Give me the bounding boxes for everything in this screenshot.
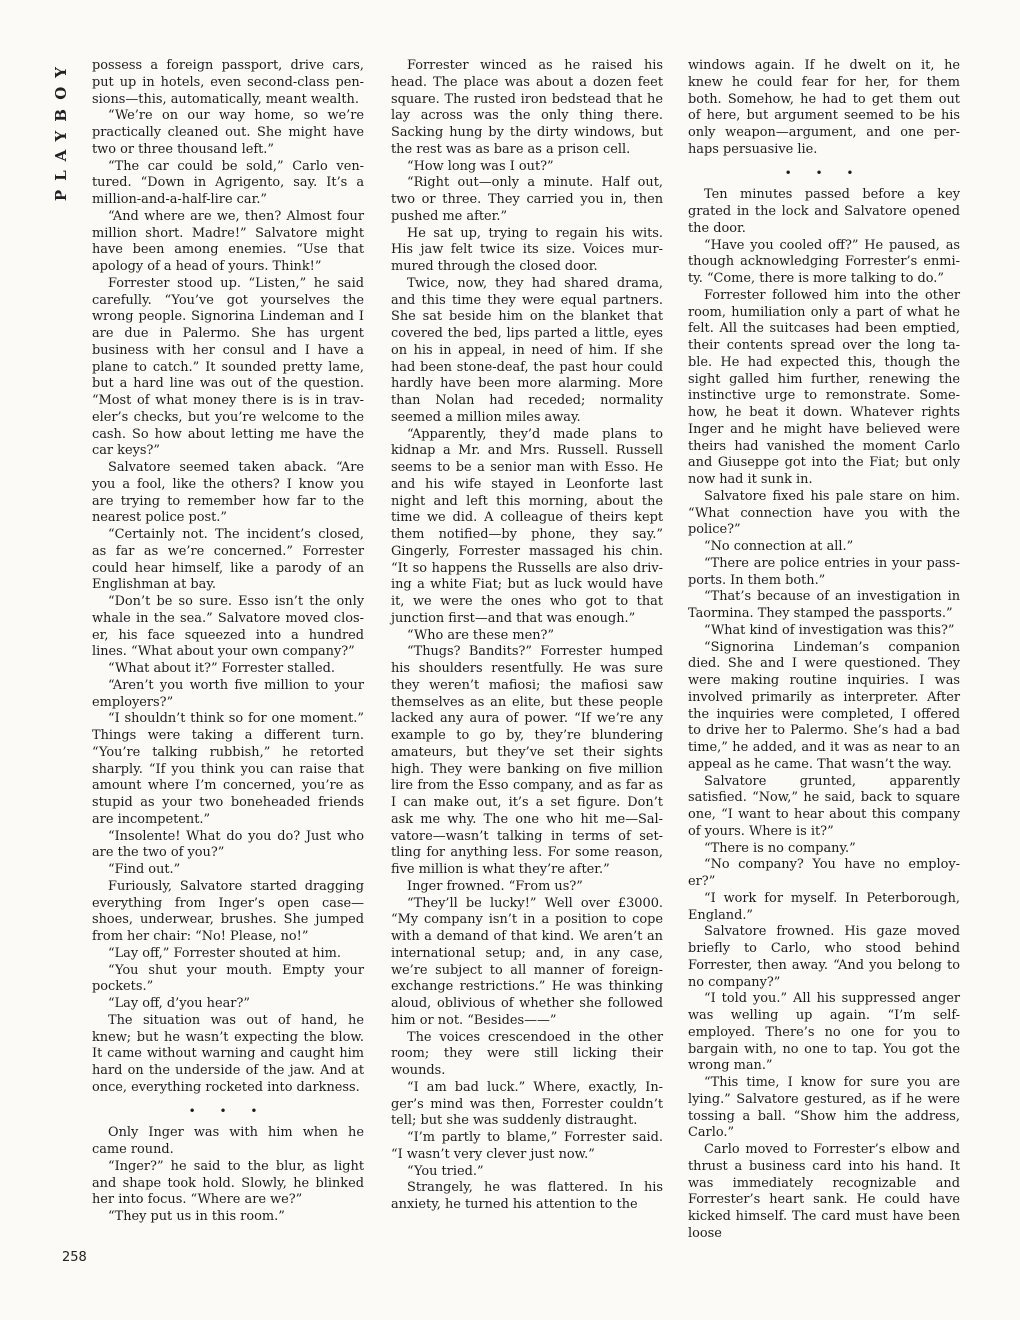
paragraph: “No company? You have no employer?” <box>688 857 960 889</box>
paragraph: “Insolente! What do you do? Just who are the two of you?” <box>92 828 364 861</box>
paragraph: “You tried.” <box>407 1163 484 1179</box>
paragraph: “I work for myself. In Peterborough, England.” <box>688 890 960 923</box>
paragraph: “Who are these men?” <box>407 627 555 643</box>
paragraph: “I told you.” All his suppressed anger was welling up again. “I’m self-employed. There’s no one for you to bargain with, no one to tap. You got the wrong man.” <box>688 991 960 1074</box>
paragraph: The voices crescendoed in the other room; they were still licking their wounds. <box>391 1029 663 1078</box>
paragraph: “Thugs? Bandits?” Forrester humped his shoulders resentfully. He was sure they weren’t mafiosi; the mafiosi saw themselves as an elite, but these people lacked any aura of power. “If we’re any example to go by, they’re blundering amateurs, but they’ve set their sights high. They were banking on five million lire from the Esso company, and as far as I can make out, it’s a set figure. Don’t ask me why. The one who hit me—Salvatore—wasn’t talking in terms of settling for anything less. For some reason, five million is what they’re after.” <box>391 644 663 877</box>
paragraph: “I’m partly to blame,” Forrester said. “I wasn’t very clever just now.” <box>391 1130 663 1162</box>
paragraph: “Have you cooled off?” He paused, as though acknowledging Forrester’s enmity. “Come, there is more talking to do.” <box>688 237 960 286</box>
paragraph: Strangely, he was flattered. In his anxiety, he turned his attention to the <box>391 1180 663 1212</box>
paragraph: “This time, I know for sure you are lying.” Salvatore gestured, as if he were tossing a ball. “Show him the address, Carlo.” <box>688 1075 960 1141</box>
paragraph: “You shut your mouth. Empty your pockets.” <box>92 962 364 995</box>
paragraph: Salvatore fixed his pale stare on him. “What connection have you with the police?” <box>688 488 960 538</box>
paragraph: “I am bad luck.” Where, exactly, Inger’s mind was then, Forrester couldn’t tell; but she was suddenly distraught. <box>391 1079 663 1129</box>
paragraph: “We’re on our way home, so we’re practically cleaned out. She might have two or three thousand left.” <box>92 108 364 157</box>
paragraph: “No connection at all.” <box>704 539 854 554</box>
paragraph: Salvatore seemed taken aback. “Are you a fool, like the others? I know you are trying to remember how far to the nearest police post.” <box>92 460 364 526</box>
paragraph: Ten minutes passed before a key grated in the lock and Salvatore opened the door. <box>688 187 960 236</box>
paragraph: Forrester winced as he raised his head. The place was about a dozen feet square. The rusted iron bedstead that he lay across was the only thing there. Sacking hung by the dirty windows, but the rest was as bare as a prison cell. <box>391 58 663 157</box>
paragraph: “The car could be sold,” Carlo ventured. “Down in Agrigento, say. It’s a million-and-a-half-lire car.” <box>92 158 364 207</box>
paragraph: “I shouldn’t think so for one moment.” Things were taking a different turn. “You’re talking rubbish,” he retorted sharply. “If you think you can raise that amount where I’m concerned, you’re as stupid as your two boneheaded friends are incompetent.” <box>92 711 364 827</box>
paragraph: “There are police entries in your passports. In them both.” <box>688 555 960 588</box>
paragraph: “Aren’t you worth five million to your employers?” <box>92 677 364 710</box>
paragraph: “Inger?” he said to the blur, as light and shape took hold. Slowly, he blinked her into focus. “Where are we?” <box>92 1158 364 1208</box>
paragraph: windows again. If he dwelt on it, he knew he could fear for her, for them both. Somehow, he had to get them out of here, but argument seemed to be his only weapon—argument, and one perhaps persuasive lie. <box>688 58 960 157</box>
paragraph: “Apparently, they’d made plans to kidnap a Mr. and Mrs. Russell. Russell seems to be a senior man with Esso. He and his wife stayed in Leonforte last night and left this morning, about the time we did. A colleague of theirs kept them notified—by phone, they say.” Gingerly, Forrester massaged his chin. “It so happens the Russells are also driving a white Fiat; but as luck would have it, we were the ones who got to that junction first—and that was enough.” <box>391 426 663 626</box>
text-column-1 <box>92 58 364 1226</box>
paragraph: Salvatore grunted, apparently satisfied. “Now,” he said, back to square one, “I want to hear about this company of yours. Where is it?” <box>688 773 960 839</box>
paragraph: “Lay off,” Forrester shouted at him. <box>108 945 341 961</box>
paragraph: “They’ll be lucky!” Well over £3000. “My company isn’t in a position to cope with a demand of that kind. We aren’t an international setup; and, in any case, we’re subject to all manner of foreign-exchange restrictions.” He was thinking aloud, oblivious of whether she followed him or not. “Besides——” <box>391 895 663 1028</box>
paragraph: Twice, now, they had shared drama, and this time they were equal partners. She sat beside him on the blanket that covered the bed, lips parted a little, eyes on his in appeal, in need of him. If she had been stone-deaf, the past hour could hardly have been more alarming. More than Nolan had receded; normality seemed a million miles away. <box>391 275 663 425</box>
paragraph: possess a foreign passport, drive cars, put up in hotels, even second-class pensions—this, automatically, meant wealth. <box>92 58 364 107</box>
paragraph: Forrester stood up. “Listen,” he said carefully. “You’ve got yourselves the wrong people. Signorina Lindeman and I are due in Palermo. She has urgent business with her consul and I have a plane to catch.” It sounded pretty lame, but a hard line was out of the question. “Most of what money there is is in traveler’s checks, but you’re welcome to the cash. So how about letting me have the car keys?” <box>92 275 364 459</box>
paragraph: “Signorina Lindeman’s companion died. She and I were questioned. They were making routine inquiries. I was involved primarily as interpreter. After the inquiries were completed, I offered to drive her to Palermo. She’s had a bad time,” he added, and it was as near to an appeal as he came. That wasn’t the way. <box>688 639 960 772</box>
paragraph: “Don’t be so sure. Esso isn’t the only whale in the sea.” Salvatore moved closer, his face squeezed into a hundred lines. “What about your own company?” <box>92 594 364 660</box>
text-column-3 <box>688 58 960 1243</box>
text-column-2 <box>391 58 663 1214</box>
paragraph: “Find out.” <box>108 862 181 877</box>
paragraph: “There is no company.” <box>704 840 856 856</box>
paragraph: The situation was out of hand, he knew; but he wasn’t expecting the blow. It came without warning and caught him hard on the underside of the jaw. And at once, everything rocketed into darkness. <box>92 1012 364 1095</box>
paragraph: Carlo moved to Forrester’s elbow and thrust a business card into his hand. It was immediately recognizable and Forrester’s heart sank. He could have kicked himself. The card must have been loose <box>688 1142 960 1241</box>
paragraph: Forrester followed him into the other room, humiliation only a part of what he felt. All the suitcases had been emptied, their contents spread over the long table. He had expected this, though the sight galled him further, renewing the instinctive urge to remonstrate. Somehow, he beat it down. Whatever rights Inger and he might have believed were theirs had vanished the moment Carlo and Giuseppe got into the Fiat; but only now had it sunk in. <box>688 287 960 487</box>
page-number: 258 <box>62 1250 87 1265</box>
section-break: • • • <box>784 165 864 180</box>
paragraph: “And where are we, then? Almost four million short. Madre!” Salvatore might have been among enemies. “Use that apology of a head of yours. Think!” <box>92 208 364 274</box>
paragraph: “Lay off, d’you hear?” <box>108 996 250 1011</box>
paragraph: Only Inger was with him when he came round. <box>92 1125 364 1157</box>
paragraph: He sat up, trying to regain his wits. His jaw felt twice its size. Voices murmured through the closed door. <box>391 225 663 274</box>
paragraph: Furiously, Salvatore started dragging everything from Inger’s open case—shoes, underwear, brushes. She jumped from her chair: “No! Please, no!” <box>92 878 364 944</box>
paragraph: “What kind of investigation was this?” <box>704 622 955 638</box>
paragraph: “Certainly not. The incident’s closed, as far as we’re concerned.” Forrester could hear himself, like a parody of an Englishman at bay. <box>92 527 364 593</box>
paragraph: Salvatore frowned. His gaze moved briefly to Carlo, who stood behind Forrester, then away. “And you belong to no company?” <box>688 924 960 990</box>
section-break: • • • <box>188 1103 268 1118</box>
magazine-name-vertical: PLAYBOY <box>52 58 70 202</box>
paragraph: “That’s because of an investigation in Taormina. They stamped the passports.” <box>688 589 960 621</box>
paragraph: “They put us in this room.” <box>108 1209 285 1224</box>
paragraph: Inger frowned. “From us?” <box>407 878 583 894</box>
paragraph: “How long was I out?” <box>407 158 554 174</box>
paragraph: “Right out—only a minute. Half out, two or three. They carried you in, then pushed me after.” <box>391 175 663 224</box>
paragraph: “What about it?” Forrester stalled. <box>108 661 335 676</box>
